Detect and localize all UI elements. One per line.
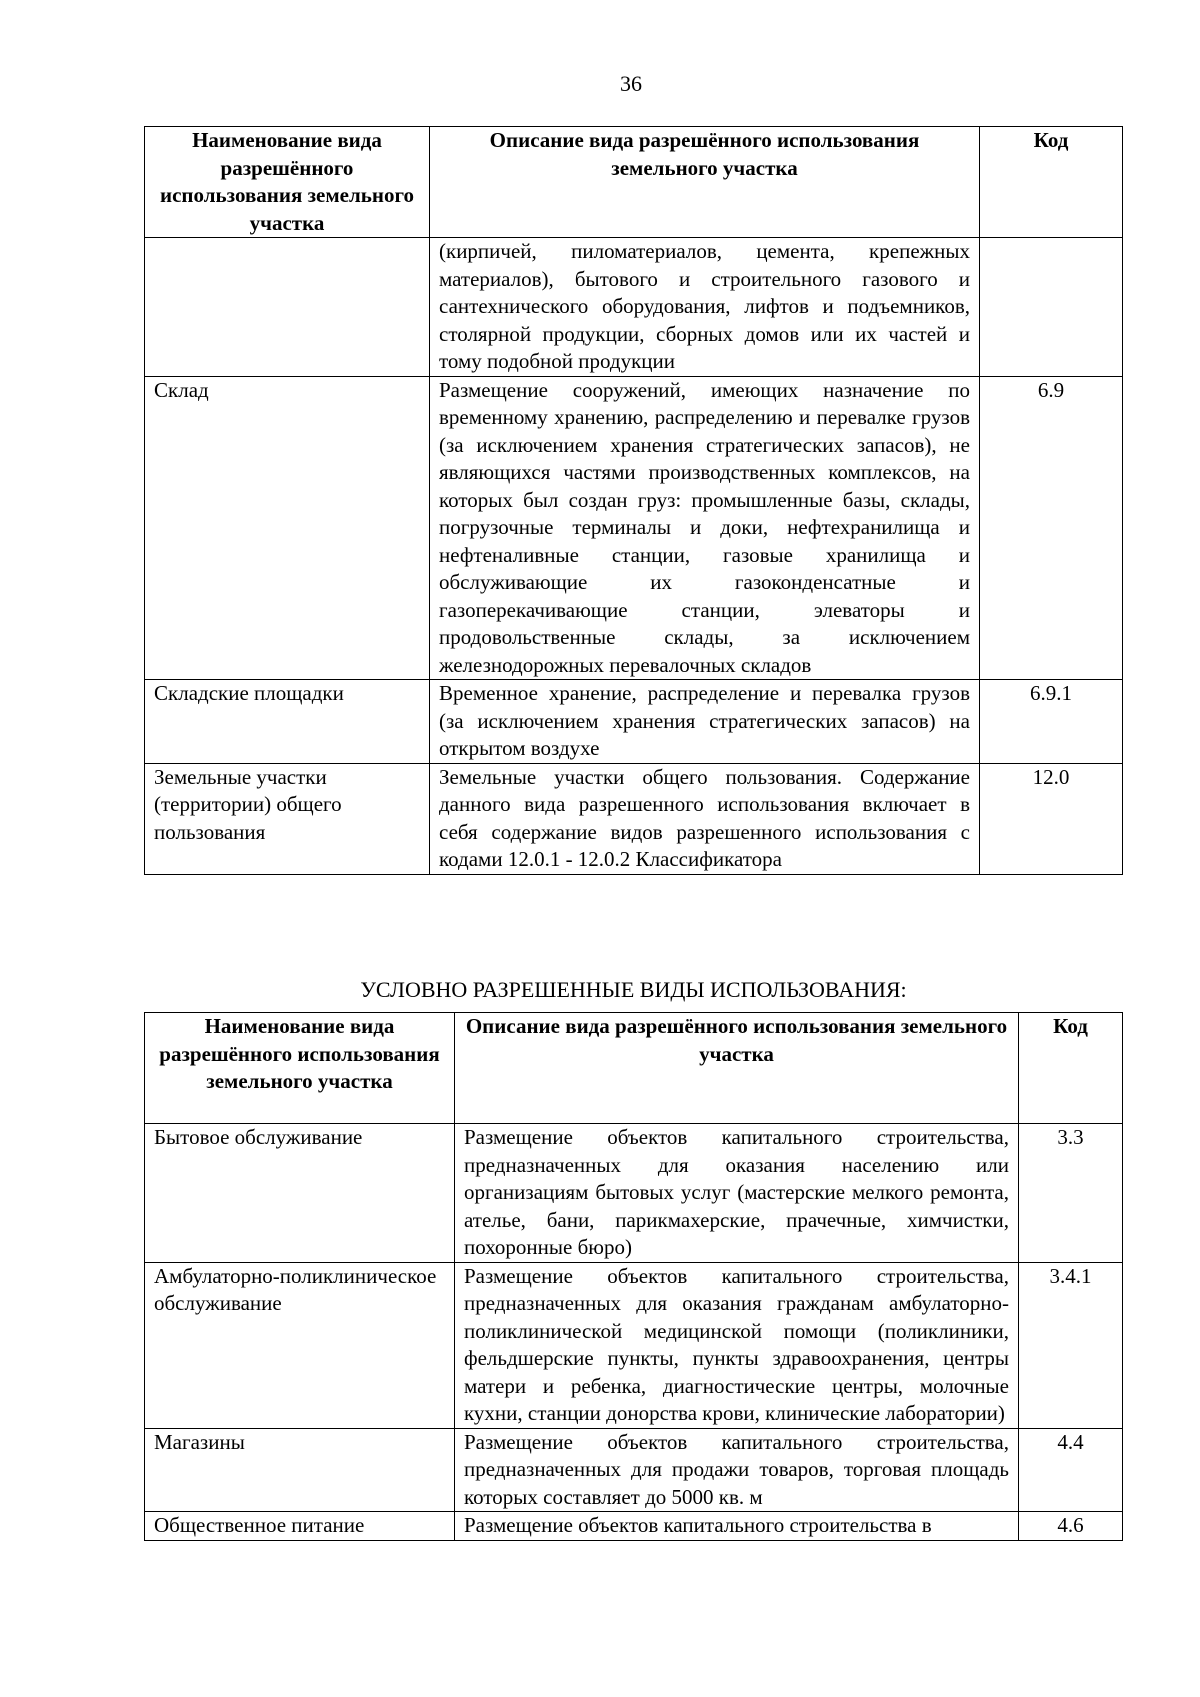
row-code: 3.4.1 xyxy=(1019,1262,1123,1428)
row-description: Временное хранение, распределение и перевалка грузов (за исключением хранения стратегических запасов) на открытом воздухе xyxy=(430,680,980,764)
row-code: 3.3 xyxy=(1019,1124,1123,1263)
header-description: Описание вида разрешённого использования земельного участка xyxy=(455,1013,1019,1124)
row-code xyxy=(980,238,1123,377)
row-description: Размещение объектов капитального строительства, предназначенных для продажи товаров, торговая площадь которых составляет до 5000 кв. м xyxy=(455,1428,1019,1512)
table-header-row xyxy=(145,127,1123,238)
row-description: (кирпичей, пиломатериалов, цемента, крепежных материалов), бытового и строительного газового и сантехнического оборудования, лифтов и подъемников, столярной продукции, сборных домов или их частей и тому подобной продукции xyxy=(430,238,980,377)
row-description: Размещение сооружений, имеющих назначение по временному хранению, распределению и перевалке грузов (за исключением хранения стратегических запасов), не являющихся частями производственных комплексов, на которых был создан груз: промышленные базы, склады, погрузочные терминалы и доки, нефтехранилища и нефтеналивные станции, газовые хранилища и обслуживающие их газоконденсатные и газоперекачивающие станции, элеваторы и продовольственные склады, за исключением железнодорожных перевалочных складов xyxy=(430,376,980,680)
row-name: Амбулаторно-поликлиническое обслуживание xyxy=(145,1262,455,1428)
table-row xyxy=(145,680,1123,764)
row-description: Размещение объектов капитального строительства, предназначенных для оказания гражданам амбулаторно-поликлинической медицинской помощи (поликлиники, фельдшерские пункты, пункты здравоохранения, центры матери и ребенка, диагностические центры, молочные кухни, станции донорства крови, клинические лаборатории) xyxy=(455,1262,1019,1428)
row-name: Магазины xyxy=(145,1428,455,1512)
row-description: Размещение объектов капитального строительства, предназначенных для оказания населению или организациям бытовых услуг (мастерские мелкого ремонта, ателье, бани, парикмахерские, прачечные, химчистки, похоронные бюро) xyxy=(455,1124,1019,1263)
header-name: Наименование вида разрешённого использования земельного участка xyxy=(145,1013,455,1124)
row-name xyxy=(145,238,430,377)
header-code: Код xyxy=(980,127,1123,238)
table-row xyxy=(145,1262,1123,1428)
row-code: 4.6 xyxy=(1019,1512,1123,1541)
header-name: Наименование вида разрешённого использования земельного участка xyxy=(145,127,430,238)
header-description: Описание вида разрешённого использования земельного участка xyxy=(430,127,980,238)
table-row xyxy=(145,1428,1123,1512)
table-row xyxy=(145,1512,1123,1541)
table-header-row xyxy=(145,1013,1123,1124)
row-description: Земельные участки общего пользования. Содержание данного вида разрешенного использования включает в себя содержание видов разрешенного использования с кодами 12.0.1 - 12.0.2 Классификатора xyxy=(430,763,980,874)
row-description: Размещение объектов капитального строительства в xyxy=(455,1512,1019,1541)
row-name: Земельные участки (территории) общего пользования xyxy=(145,763,430,874)
header-code: Код xyxy=(1019,1013,1123,1124)
page-number: 36 xyxy=(620,71,642,96)
section-title: УСЛОВНО РАЗРЕШЕННЫЕ ВИДЫ ИСПОЛЬЗОВАНИЯ: xyxy=(360,977,907,1002)
table-row xyxy=(145,376,1123,680)
row-code: 4.4 xyxy=(1019,1428,1123,1512)
row-code: 6.9 xyxy=(980,376,1123,680)
row-name: Бытовое обслуживание xyxy=(145,1124,455,1263)
row-code: 12.0 xyxy=(980,763,1123,874)
table-row xyxy=(145,763,1123,874)
row-name: Общественное питание xyxy=(145,1512,455,1541)
table-row xyxy=(145,1124,1123,1263)
permitted-uses-table xyxy=(144,126,1123,875)
row-name: Складские площадки xyxy=(145,680,430,764)
row-code: 6.9.1 xyxy=(980,680,1123,764)
row-name: Склад xyxy=(145,376,430,680)
table-row xyxy=(145,238,1123,377)
conditionally-permitted-uses-table xyxy=(144,1012,1123,1541)
